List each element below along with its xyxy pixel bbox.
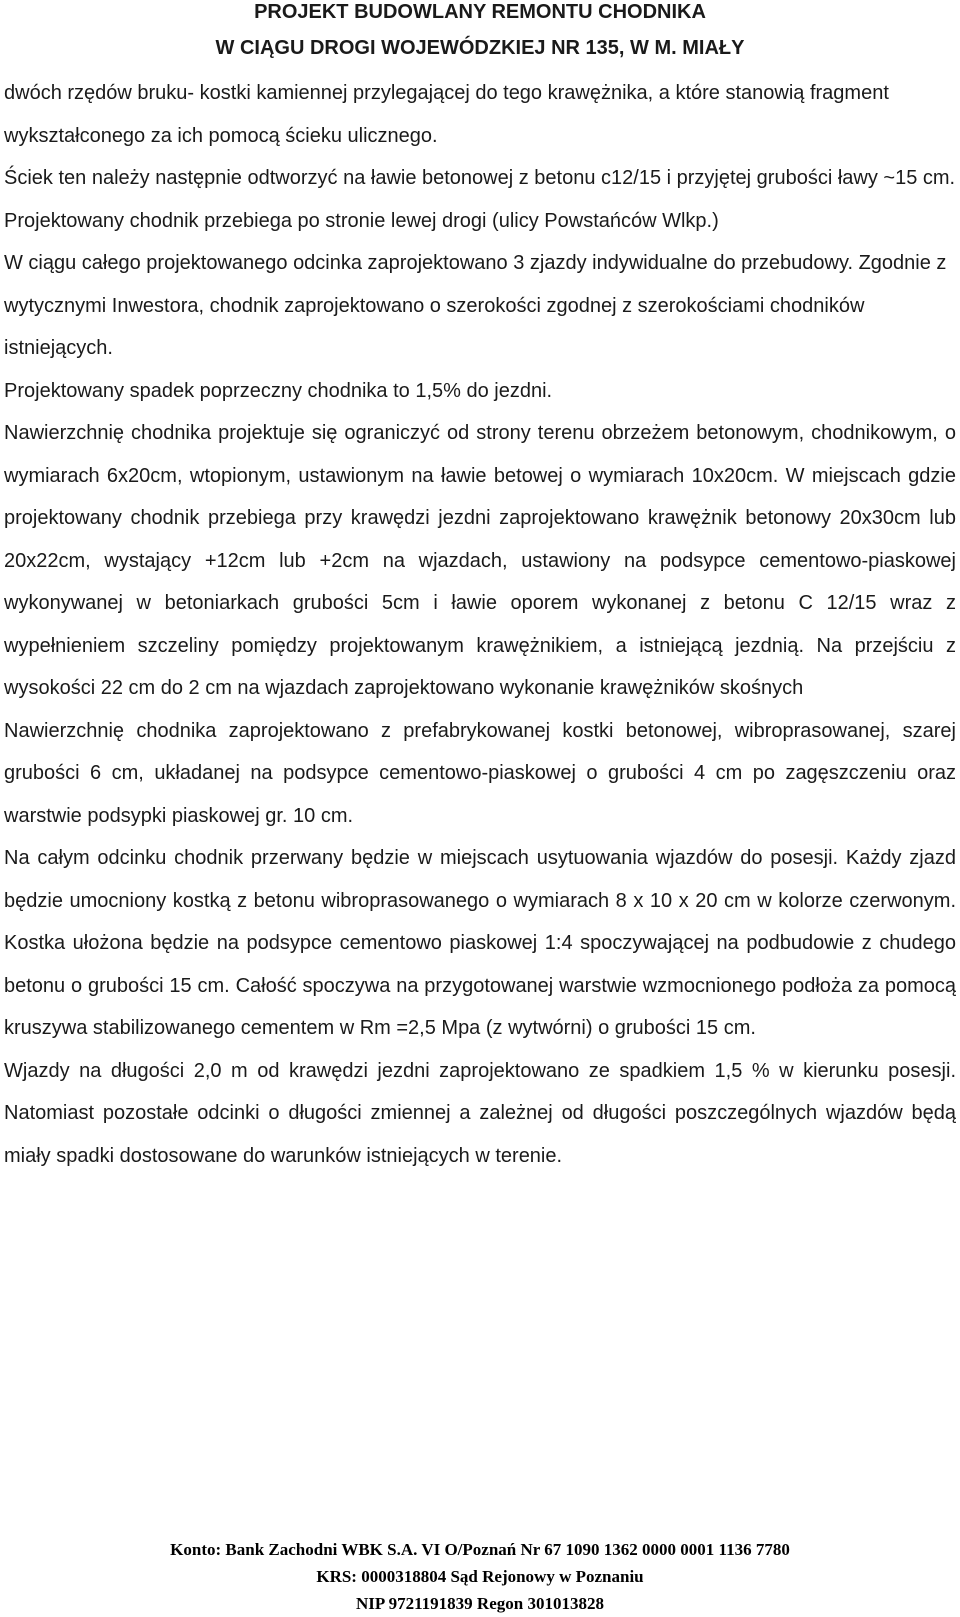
document-body	[4, 72, 956, 1177]
paragraph-6: Nawierzchnię chodnika projektuje się ograniczyć od strony terenu obrzeżem betonowym, chodnikowym, o wymiarach 6x20cm, wtopionym, ustawionym na ławie betowej o wymiarach 10x20cm. W miejscach gdzie projektowany chodnik przebiega przy krawędzi jezdni zaprojektowano krawężnik betonowy 20x30cm lub 20x22cm, wystający +12cm lub +2cm na wjazdach, ustawiony na podsypce cementowo-piaskowej wykonywanej w betoniarkach grubości 5cm i ławie oporem wykonanej z betonu C 12/15 wraz z wypełnieniem szczeliny pomiędzy projektowanym krawężnikiem, a istniejącą jezdnią. Na przejściu z wysokości 22 cm do 2 cm na wjazdach zaprojektowano wykonanie krawężników skośnych	[4, 422, 956, 699]
paragraph-5: Projektowany spadek poprzeczny chodnika to 1,5% do jezdni.	[4, 379, 553, 402]
paragraph-3: Projektowany chodnik przebiega po stronie lewej drogi (ulicy Powstańców Wlkp.)	[4, 209, 719, 232]
footer-krs: KRS: 0000318804 Sąd Rejonowy w Poznaniu	[316, 1567, 644, 1586]
paragraph-7: Nawierzchnię chodnika zaprojektowano z prefabrykowanej kostki betonowej, wibroprasowanej, szarej grubości 6 cm, układanej na podsypce cementowo-piaskowej o grubości 4 cm po zagęszczeniu oraz warstwie podsypki piaskowej gr. 10 cm.	[4, 719, 956, 827]
header-title: PROJEKT BUDOWLANY REMONTU CHODNIKA	[254, 1, 706, 23]
paragraph-9: Wjazdy na długości 2,0 m od krawędzi jezdni zaprojektowano ze spadkiem 1,5 % w kierunku posesji. Natomiast pozostałe odcinki o długości zmiennej a zależnej od długości poszczególnych wjazdów będą miały spadki dostosowane do warunków istniejących w terenie.	[4, 1059, 956, 1167]
paragraph-1: dwóch rzędów bruku- kostki kamiennej przylegającej do tego krawężnika, a które stanowią fragment wykształconego za ich pomocą ścieku ulicznego.	[4, 82, 889, 147]
paragraph-4: W ciągu całego projektowanego odcinka zaprojektowano 3 zjazdy indywidualne do przebudowy. Zgodnie z wytycznymi Inwestora, chodnik zaprojektowano o szerokości zgodnej z szerokościami chodników istniejących.	[4, 252, 947, 359]
footer-nip-regon: NIP 9721191839 Regon 301013828	[356, 1594, 604, 1613]
paragraph-8: Na całym odcinku chodnik przerwany będzie w miejscach usytuowania wjazdów do posesji. Każdy zjazd będzie umocniony kostką z betonu wibroprasowanego o wymiarach 8 x 10 x 20 cm w kolorze czerwonym. Kostka ułożona będzie na podsypce cementowo piaskowej 1:4 spoczywającej na podbudowie z chudego betonu o grubości 15 cm. Całość spoczywa na przygotowanej warstwie wzmocnionego podłoża za pomocą kruszywa stabilizowanego cementem w Rm =2,5 Mpa (z wytwórni) o grubości 15 cm.	[4, 847, 956, 1039]
footer-bank-account: Konto: Bank Zachodni WBK S.A. VI O/Poznań Nr 67 1090 1362 0000 0001 1136 7780	[170, 1540, 790, 1559]
header-subtitle: W CIĄGU DROGI WOJEWÓDZKIEJ NR 135, W M. MIAŁY	[215, 37, 745, 59]
paragraph-2: Ściek ten należy następnie odtworzyć na ławie betonowej z betonu c12/15 i przyjętej grubości ławy ~15 cm.	[4, 167, 956, 189]
page-footer	[0, 1536, 960, 1617]
